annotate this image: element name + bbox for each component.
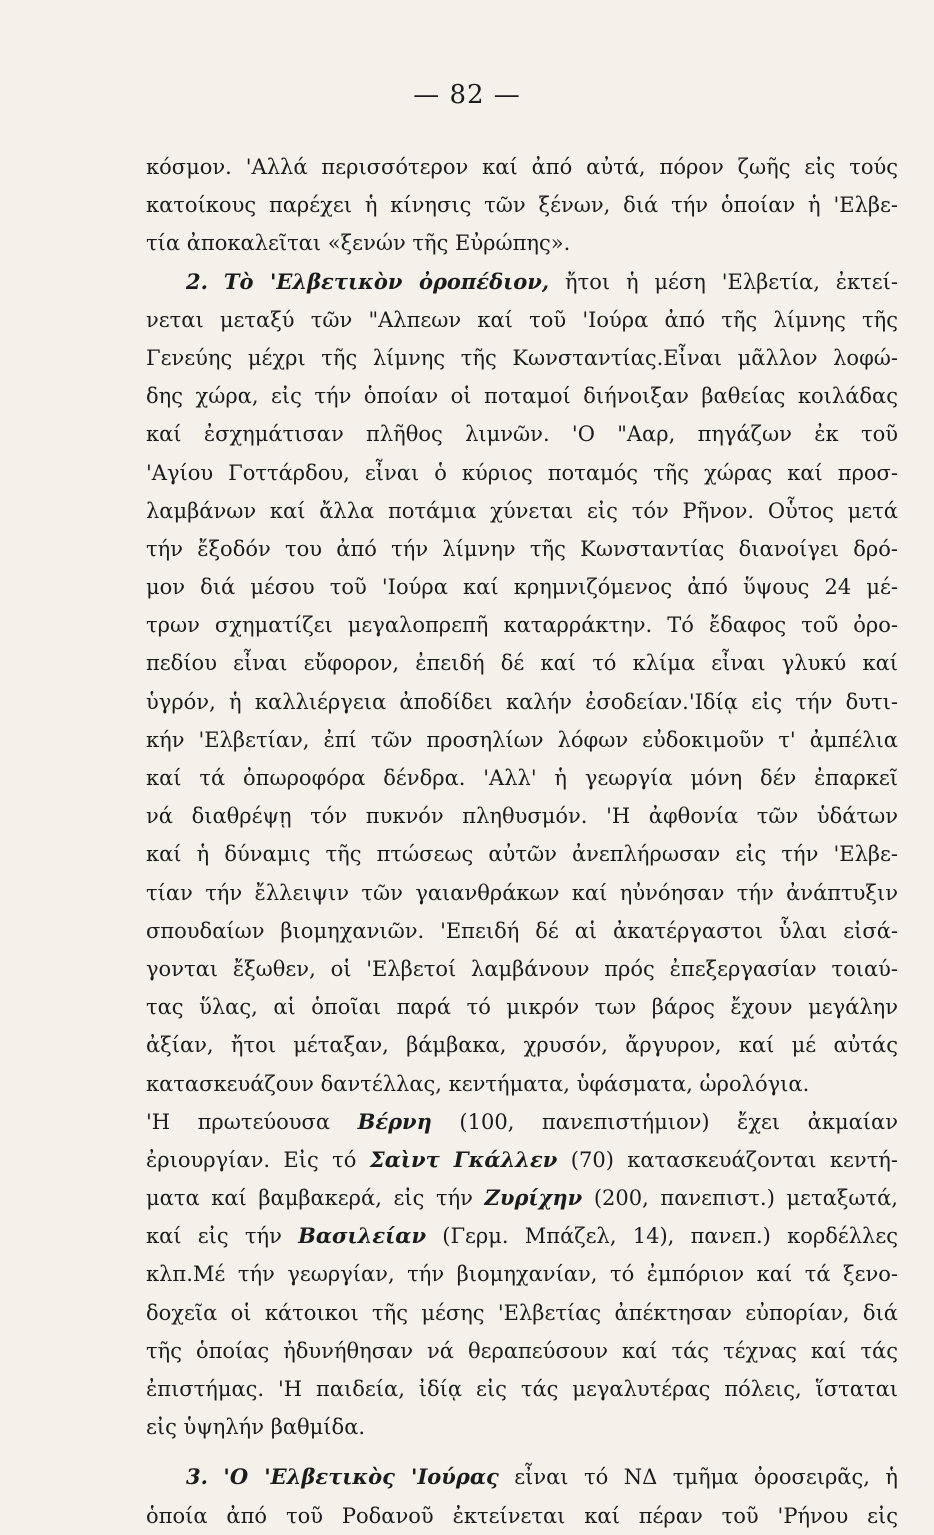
text-line: τῆς ὁποίας ἠδυνήθησαν νά θεραπεύσουν καί τάς τέχνας καί τάς (146, 1338, 898, 1363)
text-line: Γενεύης μέχρι τῆς λίμνης τῆς Κωνσταντίας.Εἶναι μᾶλλον λοφώ- (146, 345, 898, 370)
text-line: καί ἐσχημάτισαν πλῆθος λιμνῶν. 'Ο "Ααρ, πηγάζων ἐκ τοῦ (146, 422, 898, 447)
text-line: 'Αγίου Γοττάρδου, εἶναι ὁ κύριος ποταμός τῆς χώρας καί προσ- (146, 460, 898, 485)
text-line: μον διά μέσου τοῦ 'Ιούρα καί κρημνιζόμενος ἀπό ὕψους 24 μέ- (146, 575, 898, 600)
text-line: ὁποία ἀπό τοῦ Ροδανοῦ ἐκτείνεται καί πέραν τοῦ 'Ρήνου εἰς (146, 1503, 898, 1528)
text-line: δοχεῖα οἱ κάτοικοι τῆς μέσης 'Ελβετίας ἀπέκτησαν εὐπορίαν, διά (146, 1300, 898, 1325)
section-title: 'Ο 'Ελβετικὸς 'Ιούρας (223, 1464, 499, 1490)
page-number-header: — 82 — (413, 80, 521, 110)
section-3-heading-line (146, 1458, 898, 1496)
text-line: λαμβάνων καί ἄλλα ποτάμια χύνεται εἰς τόν Ρῆνον. Οὗτος μετά (146, 498, 898, 523)
text-line: κλπ.Μέ τήν γεωργίαν, τήν βιομηχανίαν, τό ἐμπόριον καί τά ξενο- (146, 1262, 898, 1287)
text-run: ἤτοι ἡ μέση 'Ελβετία, ἐκτεί- (565, 269, 898, 294)
text-line: τήν ἔξοδόν του ἀπό τήν λίμνην τῆς Κωνσταντίας διανοίγει δρό- (146, 536, 898, 561)
text-line: καί ἡ δύναμις τῆς πτώσεως αὐτῶν ἀνεπλήρωσαν εἰς τήν 'Ελβε- (146, 842, 898, 867)
city-name-st-gallen: Σαὶντ Γκάλλεν (369, 1146, 558, 1172)
text-line (146, 1179, 898, 1217)
section-title: Τὸ 'Ελβετικὸν ὀροπέδιον, (223, 268, 550, 294)
city-name-bern: Βέρνη (357, 1108, 432, 1134)
city-name-basel: Βασιλείαν (298, 1223, 427, 1249)
text-line: κόσμον. 'Αλλά περισσότερον καί ἀπό αὐτά, πόρον ζωῆς εἰς τούς (146, 155, 898, 179)
text-run: (70) κατασκευάζονται κεντή- (570, 1147, 898, 1172)
text-run: καί εἰς τήν (146, 1224, 282, 1249)
text-line: σπουδαίων βιομηχανιῶν. 'Επειδή δέ αἱ ἀκατέργαστοι ὗλαι εἰσά- (146, 918, 898, 943)
text-run: εἶναι τό ΝΔ τμῆμα ὀροσειρᾶς, ἡ (514, 1465, 898, 1490)
text-line: νά διαθρέψῃ τόν πυκνόν πληθυσμόν. 'Η ἀφθονία τῶν ὑδάτων (146, 804, 898, 829)
text-line: τία ἀποκαλεῖται «ξενών τῆς Εὐρώπης». (146, 231, 571, 256)
section-2-heading-line (146, 263, 898, 301)
text-line (146, 1217, 898, 1255)
text-line: πεδίου εἶναι εὔφορον, ἐπειδή δέ καί τό κλίμα εἶναι γλυκύ καί (146, 651, 898, 676)
text-run: (100, πανεπιστήμιον) ἔχει ἀκμαίαν (459, 1109, 898, 1134)
text-line: κατασκευάζουν δαντέλλας, κεντήματα, ὑφάσματα, ὡρολόγια. (146, 1071, 810, 1096)
text-line: γονται ἔξωθεν, οἱ 'Ελβετοί λαμβάνουν πρός ἐπεξεργασίαν τοιαύ- (146, 956, 898, 981)
text-line: τίαν τήν ἔλλειψιν τῶν γαιανθράκων καί ηὐνόησαν τήν ἀνάπτυξιν (146, 880, 898, 905)
text-line (146, 1103, 898, 1141)
text-run: (Γερμ. Μπάζελ, 14), πανεπ.) κορδέλλες (442, 1224, 898, 1249)
text-line: τας ὕλας, αἱ ὁποῖαι παρά τό μικρόν των βάρος ἔχουν μεγάλην (146, 995, 898, 1020)
text-line: εἰς ὑψηλήν βαθμίδα. (146, 1415, 366, 1440)
text-line: νεται μεταξύ τῶν "Αλπεων καί τοῦ 'Ιούρα ἀπό τῆς λίμνης τῆς (146, 307, 898, 332)
text-line (146, 1141, 898, 1179)
body-text (146, 148, 898, 1535)
section-number: 2. (186, 268, 208, 294)
text-line: τρων σχηματίζει μεγαλοπρεπῆ καταρράκτην. Τό ἔδαφος τοῦ ὀρο- (146, 613, 898, 638)
text-run: (200, πανεπιστ.) μεταξωτά, (593, 1186, 898, 1211)
text-run: 'Η πρωτεύουσα (146, 1109, 331, 1134)
text-line: δης χώρα, εἰς τήν ὁποίαν οἱ ποταμοί διήνοιξαν βαθείας κοιλάδας (146, 384, 898, 409)
text-run: ματα καί βαμβακερά, εἰς τήν (146, 1186, 473, 1211)
text-line: καί τά ὀπωροφόρα δένδρα. 'Αλλ' ἡ γεωργία μόνη δέν ἐπαρκεῖ (146, 766, 898, 790)
text-line: κήν 'Ελβετίαν, ἐπί τῶν προσηλίων λόφων εὐδοκιμοῦν τ' ἀμπέλια (146, 727, 898, 752)
section-number: 3. (186, 1464, 208, 1490)
text-run: ἐριουργίαν. Εἰς τό (146, 1147, 357, 1172)
text-line: κατοίκους παρέχει ἡ κίνησις τῶν ξένων, διά τήν ὁποίαν ἡ 'Ελβε- (146, 193, 898, 218)
text-line: ἀξίαν, ἤτοι μέταξαν, βάμβακα, χρυσόν, ἄργυρον, καί μέ αὐτάς (146, 1033, 898, 1058)
text-line: ὑγρόν, ἡ καλλιέργεια ἀποδίδει καλήν ἐσοδείαν.'Ιδίᾳ εἰς τήν δυτι- (146, 689, 898, 714)
city-name-zurich: Ζυρίχην (484, 1185, 583, 1211)
text-line: ἐπιστήμας. 'Η παιδεία, ἰδίᾳ εἰς τάς μεγαλυτέρας πόλεις, ἵσταται (146, 1377, 898, 1401)
